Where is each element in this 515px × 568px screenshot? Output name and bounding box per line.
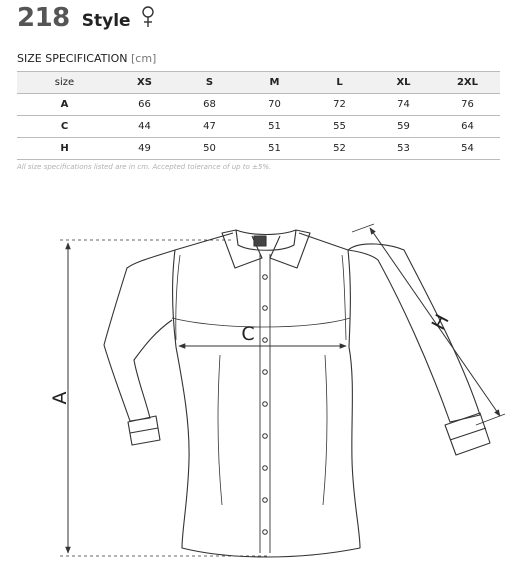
- dimension-a: [60, 240, 270, 556]
- table-cell: 55: [307, 116, 372, 138]
- header-l: L: [307, 72, 372, 94]
- spec-unit: [cm]: [130, 52, 157, 65]
- table-cell: 54: [435, 138, 500, 160]
- table-cell: 59: [372, 116, 435, 138]
- table-cell: 68: [177, 94, 242, 116]
- spec-title-text: SIZE SPECIFICATION: [17, 52, 128, 65]
- dimension-label-c: C: [241, 323, 255, 345]
- header-xl: XL: [372, 72, 435, 94]
- table-cell: 74: [372, 94, 435, 116]
- table-cell: 44: [112, 116, 177, 138]
- style-label: Style: [81, 11, 131, 31]
- table-cell: 66: [112, 94, 177, 116]
- header-2xl: 2XL: [435, 72, 500, 94]
- header-size: size: [17, 72, 112, 94]
- header-m: M: [242, 72, 307, 94]
- table-cell: 64: [435, 116, 500, 138]
- row-label-c: C: [17, 116, 112, 138]
- table-cell: 70: [242, 94, 307, 116]
- table-cell: 52: [307, 138, 372, 160]
- table-cell: 72: [307, 94, 372, 116]
- table-cell: 50: [177, 138, 242, 160]
- table-cell: 53: [372, 138, 435, 160]
- table-cell: 47: [177, 116, 242, 138]
- tolerance-footnote: All size specifications listed are in cm. Accepted tolerance of up to ±5%.: [17, 163, 272, 171]
- header-s: S: [177, 72, 242, 94]
- model-number: 218: [17, 3, 70, 33]
- row-label-a: A: [17, 94, 112, 116]
- table-cell: 51: [242, 138, 307, 160]
- header-xs: XS: [112, 72, 177, 94]
- dimension-label-h: H: [427, 310, 454, 334]
- table-cell: 76: [435, 94, 500, 116]
- table-cell: 51: [242, 116, 307, 138]
- placket-buttons: [263, 275, 268, 535]
- table-cell: 49: [112, 138, 177, 160]
- row-label-h: H: [17, 138, 112, 160]
- dimension-label-a: A: [49, 391, 71, 405]
- shirt-outline: [104, 230, 490, 557]
